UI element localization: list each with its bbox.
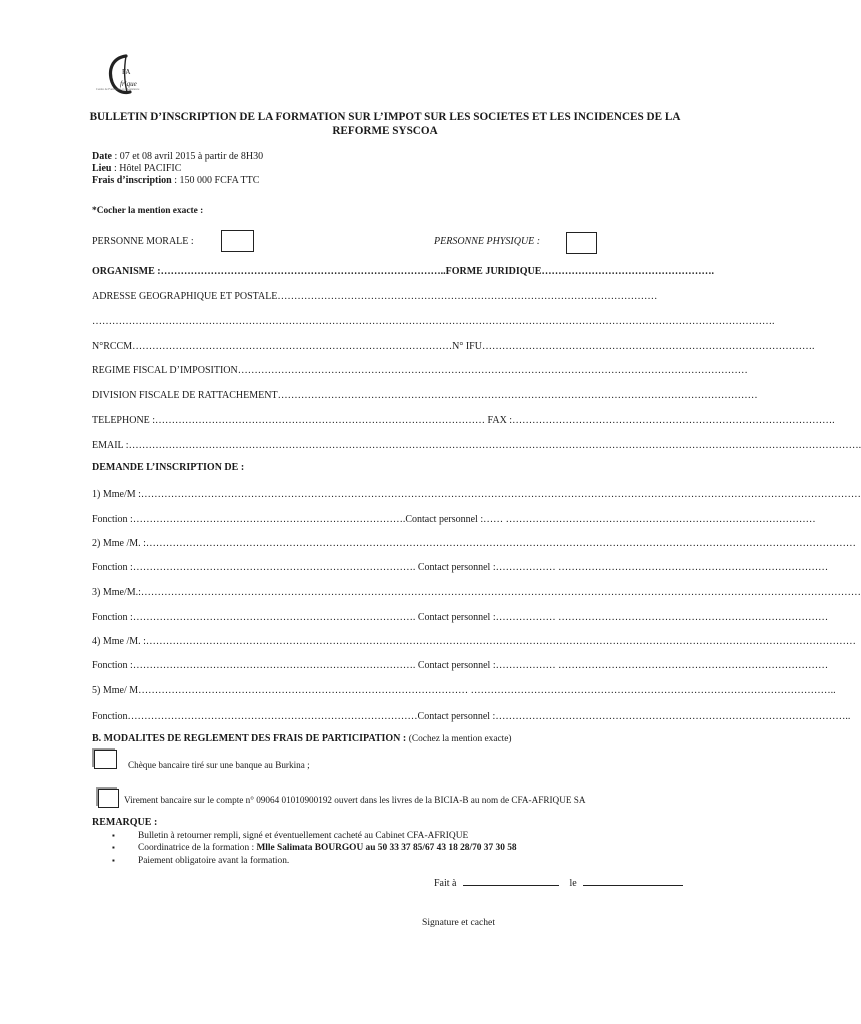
reglement-section [92, 733, 512, 744]
virement-option-label: Virement bancaire sur le compte n° 09064 01010900192 ouvert dans les livres de la BICIA-B au nom de CFA-AFRIQUE SA [124, 795, 586, 805]
participant-5-fonction-field[interactable]: Fonction……………………………………………………………………………Contact personnel :…………………………………………………………………………………………….. [92, 711, 851, 722]
lieu-line [92, 163, 181, 175]
lieu-label: Lieu [92, 163, 112, 174]
remarque-item-3-text: Paiement obligatoire avant la formation. [138, 855, 290, 866]
remarque-item-3 [112, 855, 517, 867]
cheque-checkbox[interactable] [94, 750, 117, 769]
email-field[interactable]: EMAIL :…………………………………………………………………………………………………………………………………………………………………………………………………. [92, 440, 861, 451]
personne-morale-checkbox[interactable] [221, 230, 254, 252]
date-value: : 07 et 08 avril 2015 à partir de 8H30 [112, 151, 264, 162]
remarque-item-2 [112, 842, 517, 854]
participant-3-fonction-field[interactable]: Fonction :…………………………………………………………………………. Contact personnel :……………… ……………………………………………………………………… [92, 612, 829, 623]
remarque-item-1 [112, 830, 517, 842]
participant-5-name-field[interactable]: 5) Mme/ M……………………………………………………………………………………… ……………………………………………………………………………………………….. [92, 685, 836, 696]
personne-physique-checkbox[interactable] [566, 232, 597, 254]
lieu-value: : Hôtel PACIFIC [111, 163, 182, 174]
participant-1-name-field[interactable]: 1) Mme/M :……………………………………………………………………………………………………………………………………………………………………………………………… [92, 489, 861, 500]
frais-line [92, 175, 259, 187]
date-line [92, 151, 263, 163]
frais-label: Frais d’inscription [92, 175, 172, 186]
remarque-item-1-text: Bulletin à retourner rempli, signé et éventuellement cacheté au Cabinet CFA-AFRIQUE [138, 831, 469, 841]
logo-sub: frique [120, 80, 137, 88]
logo-tagline: Centre de Formation et d'Assistance [96, 87, 140, 91]
remarque-item-2-prefix: Coordinatrice de la formation : [138, 843, 257, 854]
date-label: Date [92, 151, 112, 162]
remarque-list [112, 830, 517, 867]
fait-a-label: Fait à [434, 878, 457, 889]
fait-a-line [434, 878, 683, 889]
telephone-fax-field[interactable]: TELEPHONE :……………………………………………………………………………………… FAX :……………………………………………………………………………………. [92, 415, 835, 426]
cheque-option-label: Chèque bancaire tiré sur une banque au Burkina ; [128, 760, 310, 770]
participant-2-fonction-field[interactable]: Fonction :…………………………………………………………………………. Contact personnel :……………… ……………………………………………………………………… [92, 562, 829, 573]
regime-fiscal-field[interactable]: REGIME FISCAL D’IMPOSITION……………………………………………………………………………………………………………………………………… [92, 365, 748, 376]
division-fiscale-field[interactable]: DIVISION FISCALE DE RATTACHEMENT……………………………………………………………………………………………………………………………… [92, 390, 758, 401]
form-title: BULLETIN D’INSCRIPTION DE LA FORMATION SUR L’IMPOT SUR LES SOCIETES ET LES INCIDENCES DE LA REFORME SYSCOA [89, 111, 681, 137]
participant-3-name-field[interactable]: 3) Mme/M.:……………………………………………………………………………………………………………………………………………………………………………………………… [92, 587, 861, 598]
signature-label: Signature et cachet [422, 917, 495, 928]
logo-mark: FA [122, 68, 131, 76]
frais-value: : 150 000 FCFA TTC [171, 175, 260, 186]
adresse-continuation-field[interactable]: ……………………………………………………………………………………………………………………………………………………………………………………. [92, 316, 775, 327]
le-label: le [569, 878, 577, 889]
participant-2-name-field[interactable]: 2) Mme /M. :…………………………………………………………………………………………………………………………………………………………………………………………… [92, 538, 856, 549]
adresse-field[interactable]: ADRESSE GEOGRAPHIQUE ET POSTALE…………………………………………………………………………………………………… [92, 291, 658, 302]
participant-4-name-field[interactable]: 4) Mme /M. :…………………………………………………………………………………………………………………………………………………………………………………………… [92, 636, 856, 647]
check-note: *Cocher la mention exacte : [92, 206, 204, 216]
personne-morale-label: PERSONNE MORALE : [92, 236, 194, 247]
virement-checkbox[interactable] [98, 789, 119, 808]
fait-a-input[interactable] [463, 884, 559, 886]
remarque-item-2-contact: Mlle Salimata BOURGOU au 50 33 37 85/67 43 18 28/70 37 30 58 [256, 843, 517, 854]
date-input[interactable] [583, 884, 683, 886]
participant-4-fonction-field[interactable]: Fonction :…………………………………………………………………………. Contact personnel :……………… ……………………………………………………………………… [92, 660, 829, 671]
rccm-ifu-field[interactable]: N°RCCM……………………………………………………………………………………N° IFU………………………………………………………………………………………. [92, 341, 815, 352]
demande-title: DEMANDE L’INSCRIPTION DE : [92, 462, 245, 473]
remarque-title: REMARQUE : [92, 817, 158, 828]
organisme-field[interactable]: ORGANISME :…………………………………………………………………………..FORME JURIDIQUE……………………………………………. [92, 266, 714, 277]
personne-physique-label: PERSONNE PHYSIQUE : [434, 236, 541, 247]
participant-1-fonction-field[interactable]: Fonction :……………………………………………………………………….Contact personnel :…… ………………………………………………………………………………… [92, 514, 816, 525]
reglement-title: B. MODALITES DE REGLEMENT DES FRAIS DE PARTICIPATION : [92, 733, 409, 744]
reglement-hint: (Cochez la mention exacte) [408, 734, 512, 744]
cfa-afrique-logo [100, 52, 152, 102]
